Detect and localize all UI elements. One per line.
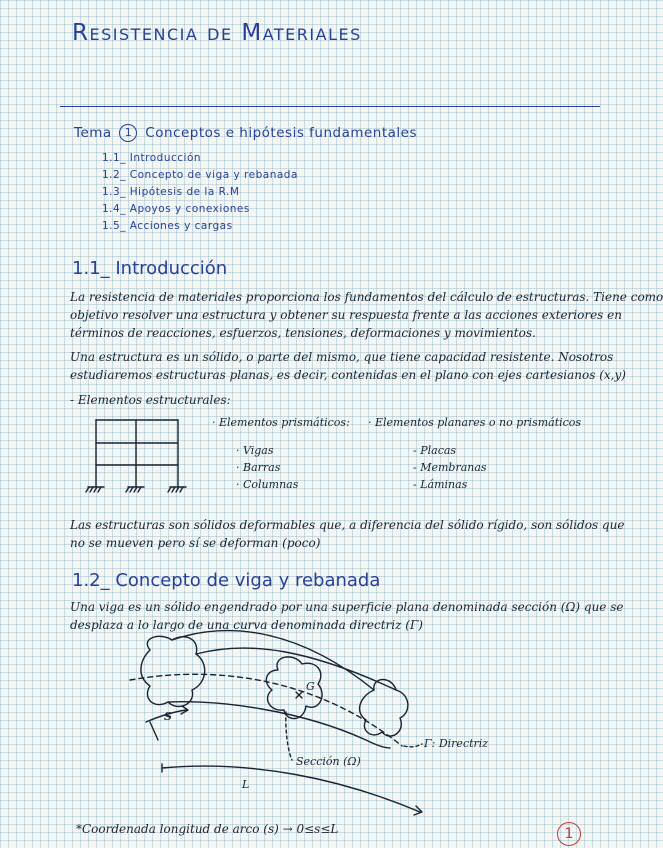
planar-item: - Láminas (413, 478, 468, 491)
planar-item: - Placas (413, 444, 457, 457)
paragraph-line: Una viga es un sólido engendrado por una superficie plana denominada sección (Ω) que se (70, 600, 624, 614)
tema-number-badge: 1 (119, 124, 137, 142)
paragraph-line: estudiaremos estructuras planas, es decir, contenidas en el plano con ejes cartesianos (x,y) (70, 368, 626, 382)
toc-item: 1.1_ Introducción (102, 152, 202, 164)
planar-item: - Membranas (413, 461, 487, 474)
planar-heading: · Elementos planares o no prismáticos (368, 416, 582, 429)
prismatic-item: · Vigas (236, 444, 274, 457)
label-seccion: Sección (Ω) (296, 755, 361, 768)
tema-label: Conceptos e hipótesis fundamentales (145, 125, 418, 141)
page-number: 1 (557, 822, 581, 846)
toc-item: 1.4_ Apoyos y conexiones (102, 203, 250, 215)
toc-item: 1.5_ Acciones y cargas (102, 220, 233, 232)
label-s: S (164, 710, 172, 723)
label-directriz: Γ: Directriz (424, 737, 489, 750)
elements-heading: - Elementos estructurales: (70, 393, 231, 407)
paragraph-line: La resistencia de materiales proporciona los fundamentos del cálculo de estructuras. Tiene como (70, 290, 663, 304)
paragraph-line: Las estructuras son sólidos deformables que, a diferencia del sólido rígido, son sólidos que (70, 518, 625, 532)
prismatic-heading: · Elementos prismáticos: (212, 416, 350, 429)
paragraph-line: términos de reacciones, esfuerzos, tensiones, deformaciones y movimientos. (70, 326, 536, 340)
label-g: G (306, 680, 315, 693)
label-l: L (242, 778, 250, 791)
paragraph-line: Una estructura es un sólido, o parte del mismo, que tiene capacidad resistente. Nosotros (70, 350, 614, 364)
arc-length-note: *Coordenada longitud de arco (s) → 0≤s≤L (76, 822, 339, 836)
toc-item: 1.2_ Concepto de viga y rebanada (102, 169, 298, 181)
prismatic-item: · Barras (236, 461, 281, 474)
page-title: Resistencia de Materiales (72, 20, 362, 46)
prismatic-item: · Columnas (236, 478, 299, 491)
paragraph-line: desplaza a lo largo de una curva denominada directriz (Γ) (70, 618, 423, 632)
section-heading-introduccion: 1.1_ Introducción (72, 258, 228, 279)
tema-prefix: Tema (74, 125, 112, 141)
paragraph-line: objetivo resolver una estructura y obtener su respuesta frente a las acciones exteriores en (70, 308, 622, 322)
toc-item: 1.3_ Hipótesis de la R.M (102, 186, 240, 198)
section-heading-viga: 1.2_ Concepto de viga y rebanada (72, 570, 381, 591)
paragraph-line: no se mueven pero sí se deforman (poco) (70, 536, 321, 550)
